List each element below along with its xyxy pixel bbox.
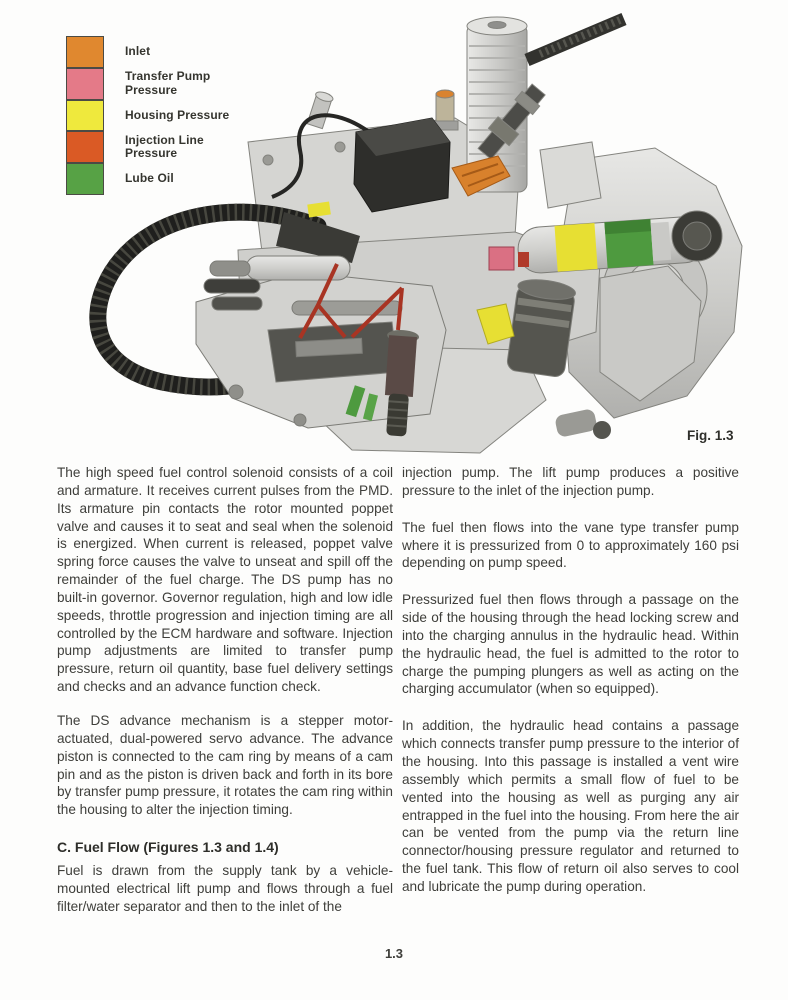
misc-fittings [554,408,611,439]
right-text-column [402,464,739,915]
color-legend [66,36,241,195]
legend-swatch-housing-pressure [66,100,104,132]
paragraph: Fuel is drawn from the supply tank by a vehicle-mounted electrical lift pump and flows through a fuel filter/water separator and then to the inlet of the [57,862,393,914]
figure-1-3 [0,0,788,460]
legend-swatch-transfer-pump-pressure [66,68,104,100]
paragraph: In addition, the hydraulic head contains a passage which connects transfer pump pressure to the interior of the housing. Into this passage is installed a vent wire assembly which permits a small flow of fuel to be vented into the housing as well as purging any air entrapped in the fuel into the housing. From here the air can be vented from the pump via the return line connector/housing pressure regulator and returned to the fuel tank. This flow of return oil also serves to cool and lubricate the pump during operation. [402,718,739,894]
legend-label: Lube Oil [125,171,174,186]
legend-label: Injection Line Pressure [125,132,204,161]
legend-item-transfer-pump-pressure [66,68,241,100]
paragraph: The DS advance mechanism is a stepper motor-actuated, dual-powered servo advance. The advance piston is connected to the cam ring by means of a cam pin and as the piston is driven back and forth in its bore by transfer pump pressure, it rotates the cam ring within the housing to alter the injection timing. [57,712,393,818]
paragraph: The high speed fuel control solenoid consists of a coil and armature. It receives current pulses from the PMD. Its armature pin contacts the rotor mounted poppet valve and causes it to seat and seal when the solenoid is energized. When current is released, poppet valve spring force causes the valve to unseat and spill off the remainder of the fuel charge. The DS pump has no built-in governor. Governor regulation, high and low idle speeds, throttle progression and injection timing are all controlled by the ECM hardware and software. Injection pump adjustments are limited to transfer pump pressure, return oil quantity, base fuel delivery settings and checks and an advance function check. [57,465,393,695]
left-text-column [57,464,393,931]
legend-label: Housing Pressure [125,107,230,122]
paragraph: Pressurized fuel then flows through a passage on the side of the housing through the head locking screw and into the charging annulus in the hydraulic head. Within the hydraulic head, the fuel is admitted to the rotor to charge the pumping plungers as well as acting on the charging accumulator (when so equipped). [402,592,739,697]
legend-label: Transfer Pump Pressure [125,69,211,97]
figure-caption: Fig. 1.3 [687,428,734,443]
legend-swatch-inlet [66,36,104,68]
legend-item-inlet [66,36,241,68]
legend-item-injection-line-pressure [66,131,241,163]
page-number: 1.3 [384,946,404,961]
paragraph: The fuel then flows into the vane type transfer pump where it is pressurized from 0 to approximately 160 psi depending on pump speed. [402,519,739,571]
legend-swatch-lube-oil [66,163,104,195]
paragraph: injection pump. The lift pump produces a positive pressure to the inlet of the injection pump. [402,465,739,498]
section-heading-fuel-flow: C. Fuel Flow (Figures 1.3 and 1.4) [57,839,279,856]
legend-swatch-injection-line-pressure [66,131,104,163]
legend-label: Inlet [125,44,151,59]
legend-item-lube-oil [66,163,241,195]
legend-item-housing-pressure [66,100,241,132]
